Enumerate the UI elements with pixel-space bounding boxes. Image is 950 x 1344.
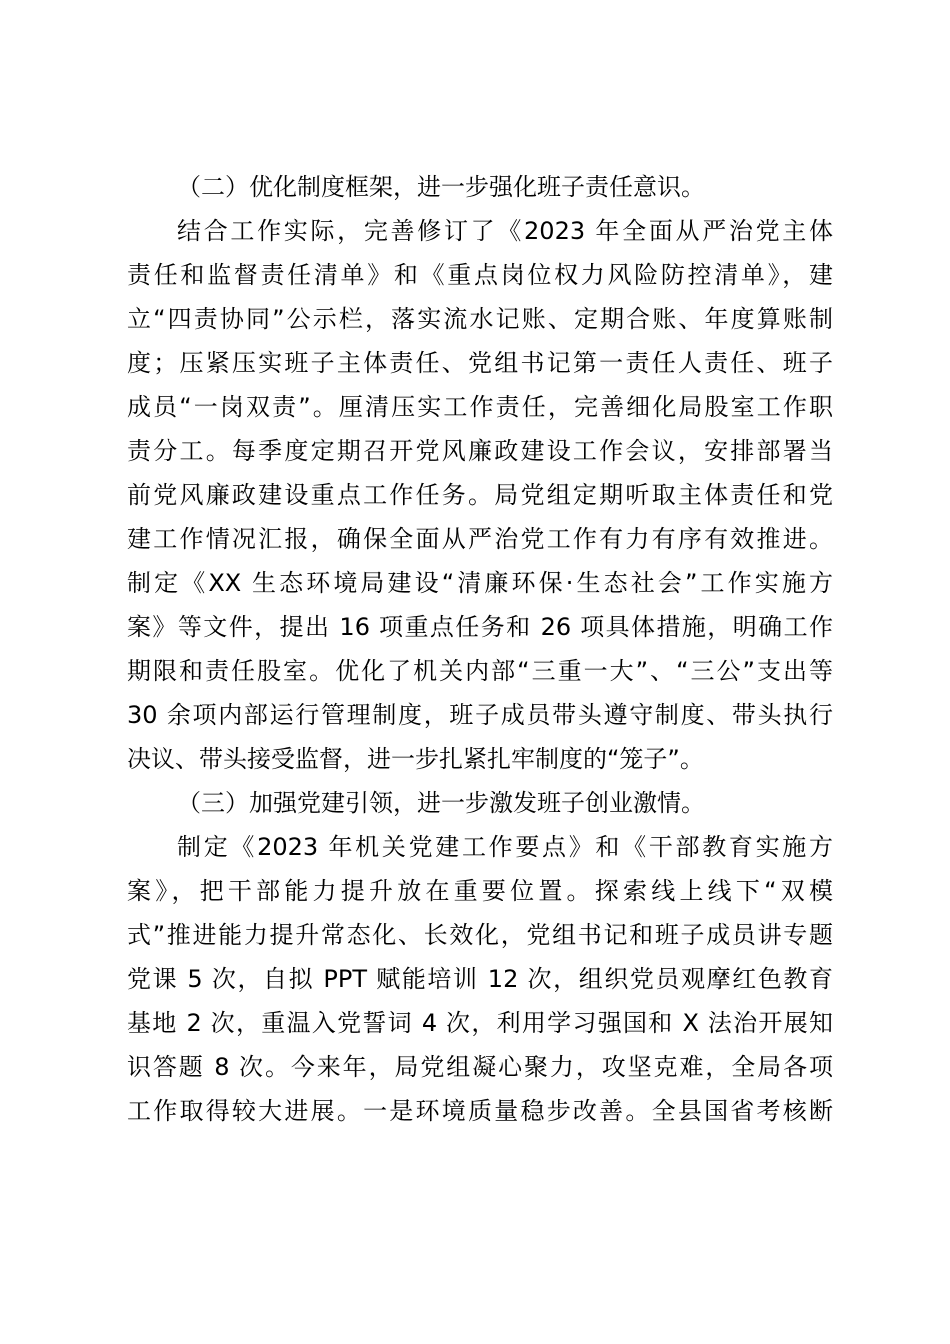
paragraph-line: 成员“一岗双责”。厘清压实工作责任，完善细化局股室工作职 (127, 393, 833, 421)
paragraph-line: 式”推进能力提升常态化、长效化，党组书记和班子成员讲专题 (127, 921, 833, 949)
paragraph-line: 期限和责任股室。优化了机关内部“三重一大”、“三公”支出等 (127, 657, 833, 685)
paragraph-line: 结合工作实际，完善修订了《2023 年全面从严治党主体 (177, 217, 833, 245)
paragraph-line: 工作取得较大进展。一是环境质量稳步改善。全县国省考核断 (127, 1097, 833, 1125)
paragraph-line: 制定《XX 生态环境局建设“清廉环保·生态社会”工作实施方 (127, 569, 833, 597)
paragraph-line: 案》，把干部能力提升放在重要位置。探索线上线下“双模 (127, 877, 833, 905)
document-body (127, 170, 833, 1138)
paragraph-line: 30 余项内部运行管理制度，班子成员带头遵守制度、带头执行 (127, 701, 833, 729)
paragraph-line: 建工作情况汇报，确保全面从严治党工作有力有序有效推进。 (127, 525, 833, 553)
paragraph-line: 责任和监督责任清单》和《重点岗位权力风险防控清单》，建 (127, 261, 833, 289)
paragraph-line: 前党风廉政建设重点工作任务。局党组定期听取主体责任和党 (127, 481, 833, 509)
paragraph-line: 党课 5 次，自拟 PPT 赋能培训 12 次，组织党员观摩红色教育 (127, 965, 833, 993)
paragraph-line: 责分工。每季度定期召开党风廉政建设工作会议，安排部署当 (127, 437, 833, 465)
paragraph-line: 案》等文件，提出 16 项重点任务和 26 项具体措施，明确工作 (127, 613, 833, 641)
section-heading-2: （二）优化制度框架，进一步强化班子责任意识。 (177, 173, 705, 201)
paragraph-line: 制定《2023 年机关党建工作要点》和《干部教育实施方 (177, 833, 833, 861)
paragraph-line: 立“四责协同”公示栏，落实流水记账、定期合账、年度算账制 (127, 305, 833, 333)
paragraph-line: 基地 2 次，重温入党誓词 4 次，利用学习强国和 X 法治开展知 (127, 1009, 833, 1037)
paragraph-line: 度；压紧压实班子主体责任、党组书记第一责任人责任、班子 (127, 349, 833, 377)
paragraph-line: 识答题 8 次。今来年，局党组凝心聚力，攻坚克难，全局各项 (127, 1053, 833, 1081)
section-heading-3: （三）加强党建引领，进一步激发班子创业激情。 (177, 789, 705, 817)
paragraph-line: 决议、带头接受监督，进一步扎紧扎牢制度的“笼子”。 (127, 745, 704, 773)
